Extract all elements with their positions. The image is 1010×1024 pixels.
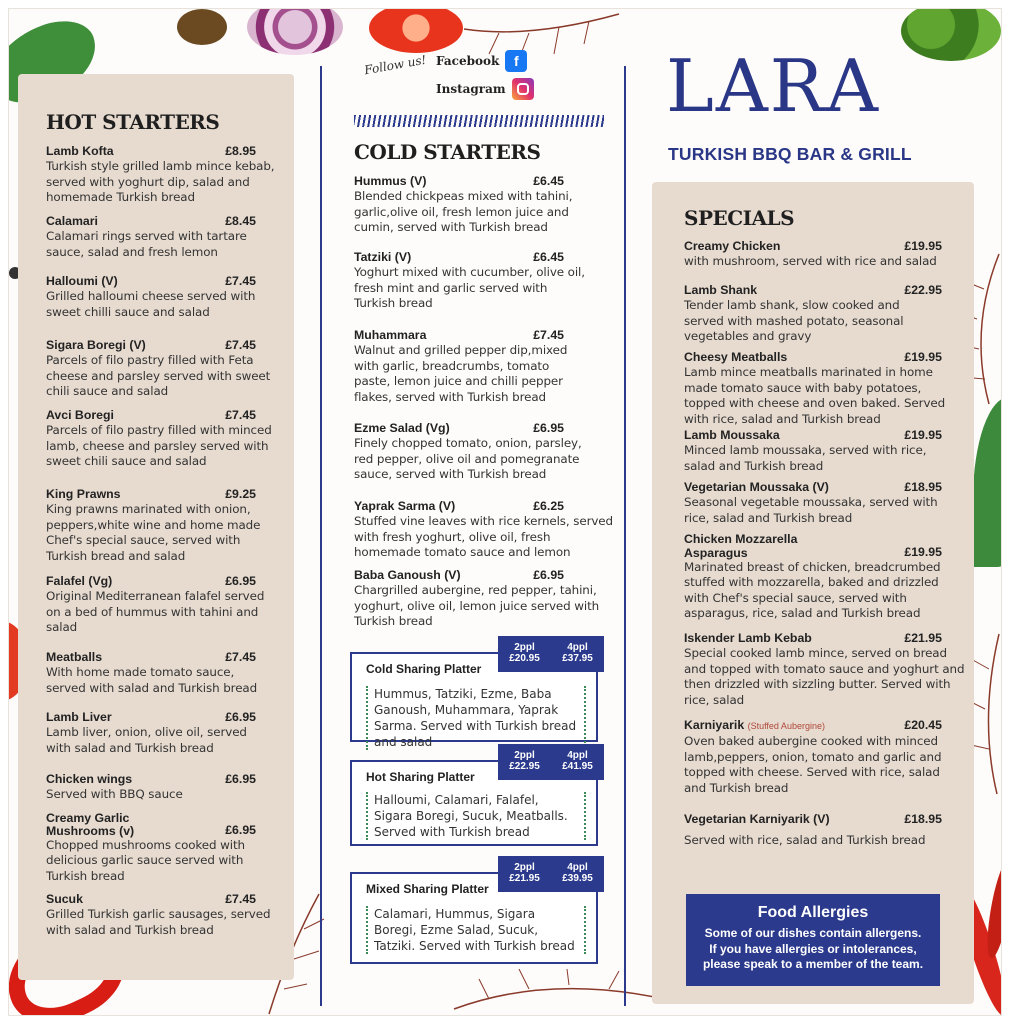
broccoli-decoration: [901, 8, 1001, 61]
item-description: Served with rice, salad and Turkish bread: [684, 833, 926, 848]
item-price: £20.45: [904, 718, 942, 732]
item-name: Vegetarian Moussaka (V): [684, 480, 829, 494]
item-description: Parcels of filo pastry filled with Feta cheese and parsley served with sweet chili sauce and salad: [46, 353, 271, 399]
menu-item: [684, 631, 972, 708]
allergy-line-2: If you have allergies or intolerances,: [709, 941, 917, 956]
item-name: Creamy Garlic Mushrooms (v): [46, 811, 135, 838]
item-description: Lamb liver, onion, olive oil, served with salad and Turkish bread: [46, 725, 247, 755]
item-description: Oven baked aubergine cooked with minced lamb,peppers, onion, tomato and garlic and topped with cheese. Served with rice, salad and Turkish bread: [684, 734, 942, 795]
item-price: £19.95: [904, 239, 942, 253]
menu-item: [46, 812, 270, 884]
menu-item: [46, 710, 270, 756]
item-name: Iskender Lamb Kebab: [684, 631, 812, 645]
menu-item: [354, 499, 618, 561]
column-divider-left: [320, 66, 322, 1006]
item-description: Special cooked lamb mince, served on bread and topped with tomato sauce and yoghurt and then drizzled with sizzling butter. Served with rice, salad: [684, 646, 965, 707]
item-price: £6.95: [533, 568, 564, 582]
label-4ppl: 4ppl: [567, 862, 588, 873]
platter-price-tag: [498, 636, 604, 672]
hot-sharing-platter: [350, 750, 598, 846]
item-name: Creamy Chicken: [684, 239, 781, 253]
item-name: Lamb Kofta: [46, 144, 114, 158]
item-name: Baba Ganoush (V): [354, 568, 461, 582]
item-price: £18.95: [904, 812, 942, 826]
item-price: £6.95: [533, 421, 564, 435]
specials-title: SPECIALS: [684, 206, 795, 230]
item-price: £8.45: [225, 214, 256, 228]
brand-logo-name: LARA: [666, 44, 881, 128]
price-4ppl: [551, 856, 604, 892]
menu-item: [354, 421, 598, 483]
item-price: £7.45: [225, 892, 256, 906]
item-price: £7.45: [225, 408, 256, 422]
menu-item: [46, 574, 280, 636]
menu-item: [684, 283, 946, 345]
tomato-slice-decoration: [369, 8, 463, 53]
instagram-label: Instagram: [436, 82, 506, 96]
platter-price-tag: [498, 856, 604, 892]
value-4ppl: £41.95: [562, 761, 593, 772]
item-name: Vegetarian Karniyarik (V): [684, 812, 830, 826]
item-price: £19.95: [904, 544, 942, 559]
item-price: £6.95: [225, 710, 256, 724]
menu-item: [354, 328, 586, 405]
menu-item: [684, 428, 946, 474]
value-4ppl: £39.95: [562, 873, 593, 884]
menu-item: [46, 338, 278, 400]
red-onion-decoration: [247, 8, 343, 55]
menu-item: [354, 174, 586, 236]
price-2ppl: [498, 856, 551, 892]
item-description: Walnut and grilled pepper dip,mixed with garlic, breadcrumbs, tomato paste, lemon juice and chilli pepper flakes, served with Turkish bread: [354, 343, 568, 404]
cold-starters-title: COLD STARTERS: [354, 140, 541, 164]
brand-tagline: TURKISH BBQ BAR & GRILL: [668, 144, 912, 164]
item-description: Chopped mushrooms cooked with delicious garlic sauce served with Turkish bread: [46, 838, 245, 883]
mixed-sharing-platter: [350, 862, 598, 964]
item-name: Calamari: [46, 214, 98, 228]
label-4ppl: 4ppl: [567, 750, 588, 761]
item-price: £7.45: [225, 650, 256, 664]
follow-us-label: Follow us!: [363, 52, 428, 78]
menu-item: [46, 274, 268, 320]
menu-item: [354, 250, 586, 312]
item-price: £6.45: [533, 174, 564, 188]
platter-price-tag: [498, 744, 604, 780]
label-2ppl: 2ppl: [514, 642, 535, 653]
facebook-label: Facebook: [436, 54, 500, 68]
item-description: Seasonal vegetable moussaka, served with rice, salad and Turkish bread: [684, 495, 938, 525]
label-2ppl: 2ppl: [514, 862, 535, 873]
item-name: Karniyarik: [684, 718, 745, 732]
platter-title: Hot Sharing Platter: [366, 770, 475, 784]
item-name: Sigara Boregi (V): [46, 338, 146, 352]
label-4ppl: 4ppl: [567, 642, 588, 653]
price-2ppl: [498, 636, 551, 672]
item-price: £7.45: [225, 274, 256, 288]
item-description: with mushroom, served with rice and salad: [684, 254, 937, 269]
item-description: Calamari rings served with tartare sauce, salad and fresh lemon: [46, 229, 247, 259]
menu-item: [46, 144, 292, 206]
olive-decoration: [177, 9, 227, 45]
item-name: King Prawns: [46, 487, 121, 501]
item-name: Chicken wings: [46, 772, 133, 786]
menu-item: [684, 239, 946, 270]
platter-description: Hummus, Tatziki, Ezme, Baba Ganoush, Muhammara, Yaprak Sarma. Served with Turkish bread and salad: [366, 686, 586, 750]
menu-item: [684, 532, 946, 622]
column-divider-right: [624, 66, 626, 1006]
allergy-body: [686, 926, 940, 973]
item-price: £21.95: [904, 631, 942, 645]
facebook-link[interactable]: [436, 50, 527, 72]
instagram-link[interactable]: [436, 78, 534, 100]
item-name: Avci Boregi: [46, 408, 114, 422]
platter-title: Cold Sharing Platter: [366, 662, 482, 676]
platter-description: Calamari, Hummus, Sigara Boregi, Ezme Salad, Sucuk, Tatziki. Served with Turkish bread: [366, 906, 586, 954]
menu-item: [46, 214, 268, 260]
item-price: £19.95: [904, 350, 942, 364]
leaf-sketch-bottom: [449, 969, 669, 1016]
menu-item: [46, 650, 270, 696]
item-name: Lamb Moussaka: [684, 428, 780, 442]
price-4ppl: [551, 744, 604, 780]
item-name: Meatballs: [46, 650, 103, 664]
item-description: Marinated breast of chicken, breadcrumbed stuffed with mozzarella, baked and drizzled with Chef's special sauce, served with asparagus, rice, salad and Turkish bread: [684, 560, 941, 621]
menu-item: [684, 812, 946, 849]
item-price: £6.95: [225, 772, 256, 786]
item-price: £6.45: [533, 250, 564, 264]
menu-item: [46, 892, 286, 938]
item-name: Ezme Salad (Vg): [354, 421, 450, 435]
allergy-line-3: please speak to a member of the team.: [702, 957, 924, 971]
item-price: £6.95: [225, 822, 256, 837]
item-description: Minced lamb moussaka, served with rice, salad and Turkish bread: [684, 443, 927, 473]
label-2ppl: 2ppl: [514, 750, 535, 761]
menu-item: [354, 568, 612, 630]
allergy-title: Food Allergies: [757, 904, 869, 921]
item-price: £18.95: [904, 480, 942, 494]
item-name: Halloumi (V): [46, 274, 118, 288]
facebook-icon: f: [505, 50, 527, 72]
item-name: Falafel (Vg): [46, 574, 113, 588]
hot-starters-title: HOT STARTERS: [46, 110, 220, 134]
menu-item: [46, 408, 292, 470]
item-note: (Stuffed Aubergine): [747, 721, 825, 731]
item-name: Lamb Shank: [684, 283, 758, 297]
menu-item: [684, 718, 946, 796]
item-name: Lamb Liver: [46, 710, 112, 724]
food-allergies-notice: [686, 894, 940, 986]
item-name: Tatziki (V): [354, 250, 412, 264]
item-name: Yaprak Sarma (V): [354, 499, 456, 513]
item-price: £7.45: [225, 338, 256, 352]
item-price: £6.25: [533, 499, 564, 513]
item-description: Chargrilled aubergine, red pepper, tahini, yoghurt, olive oil, lemon juice served with Turkish bread: [354, 583, 600, 629]
item-description: With home made tomato sauce, served with salad and Turkish bread: [46, 665, 258, 695]
item-price: £22.95: [904, 283, 942, 297]
item-description: Tender lamb shank, slow cooked and served with mashed potato, seasonal vegetables and gravy: [684, 298, 904, 344]
item-name-group: [684, 718, 825, 734]
zigzag-divider: [354, 115, 604, 127]
item-description: Served with BBQ sauce: [46, 787, 183, 802]
item-description: King prawns marinated with onion, peppers,white wine and home made Chef's special sauce, served with Turkish bread and salad: [46, 502, 261, 563]
instagram-icon: [512, 78, 534, 100]
price-4ppl: [551, 636, 604, 672]
platter-description: Halloumi, Calamari, Falafel, Sigara Boregi, Sucuk, Meatballs. Served with Turkish bread: [366, 792, 586, 840]
menu-item: [684, 480, 946, 526]
item-description: Stuffed vine leaves with rice kernels, served with fresh yoghurt, olive oil, fresh homemade tomato sauce and lemon: [354, 514, 613, 560]
item-description: Parcels of filo pastry filled with minced lamb, cheese and parsley served with sweet chili sauce and salad: [46, 423, 272, 469]
item-description: Yoghurt mixed with cucumber, olive oil, fresh mint and garlic served with Turkish bread: [354, 265, 585, 311]
item-name: Sucuk: [46, 892, 83, 906]
value-2ppl: £21.95: [509, 873, 540, 884]
item-description: Blended chickpeas mixed with tahini, garlic,olive oil, fresh lemon juice and cumin, served with Turkish bread: [354, 189, 573, 235]
item-price: £19.95: [904, 428, 942, 442]
value-4ppl: £37.95: [562, 653, 593, 664]
item-name: Hummus (V): [354, 174, 427, 188]
item-price: £8.95: [225, 144, 256, 158]
item-description: Original Mediterranean falafel served on a bed of hummus with tahini and salad: [46, 589, 265, 635]
item-description: Grilled Turkish garlic sausages, served with salad and Turkish bread: [46, 907, 271, 937]
item-name: Chicken Mozzarella Asparagus: [684, 532, 798, 560]
value-2ppl: £22.95: [509, 761, 540, 772]
item-name: Cheesy Meatballs: [684, 350, 788, 364]
cold-sharing-platter: [350, 642, 598, 749]
platter-title: Mixed Sharing Platter: [366, 882, 489, 896]
item-price: £6.95: [225, 574, 256, 588]
price-2ppl: [498, 744, 551, 780]
item-price: £9.25: [225, 487, 256, 501]
item-price: £7.45: [533, 328, 564, 342]
menu-item: [684, 350, 946, 427]
menu-item: [46, 487, 270, 564]
item-description: Finely chopped tomato, onion, parsley, red pepper, olive oil and pomegranate sauce, served with Turkish bread: [354, 436, 582, 482]
item-name: Muhammara: [354, 328, 427, 342]
spinach-leaf-decoration: [973, 397, 1002, 567]
item-description: Grilled halloumi cheese served with sweet chilli sauce and salad: [46, 289, 256, 319]
menu-item: [46, 772, 270, 803]
allergy-line-1: Some of our dishes contain allergens.: [704, 926, 922, 940]
value-2ppl: £20.95: [509, 653, 540, 664]
item-description: Lamb mince meatballs marinated in home made tomato sauce with baby potatoes, topped with cheese and oven baked. Served with rice, salad and Turkish bread: [684, 365, 946, 426]
item-description: Turkish style grilled lamb mince kebab, served with yoghurt dip, salad and homemade Turkish bread: [46, 159, 275, 205]
